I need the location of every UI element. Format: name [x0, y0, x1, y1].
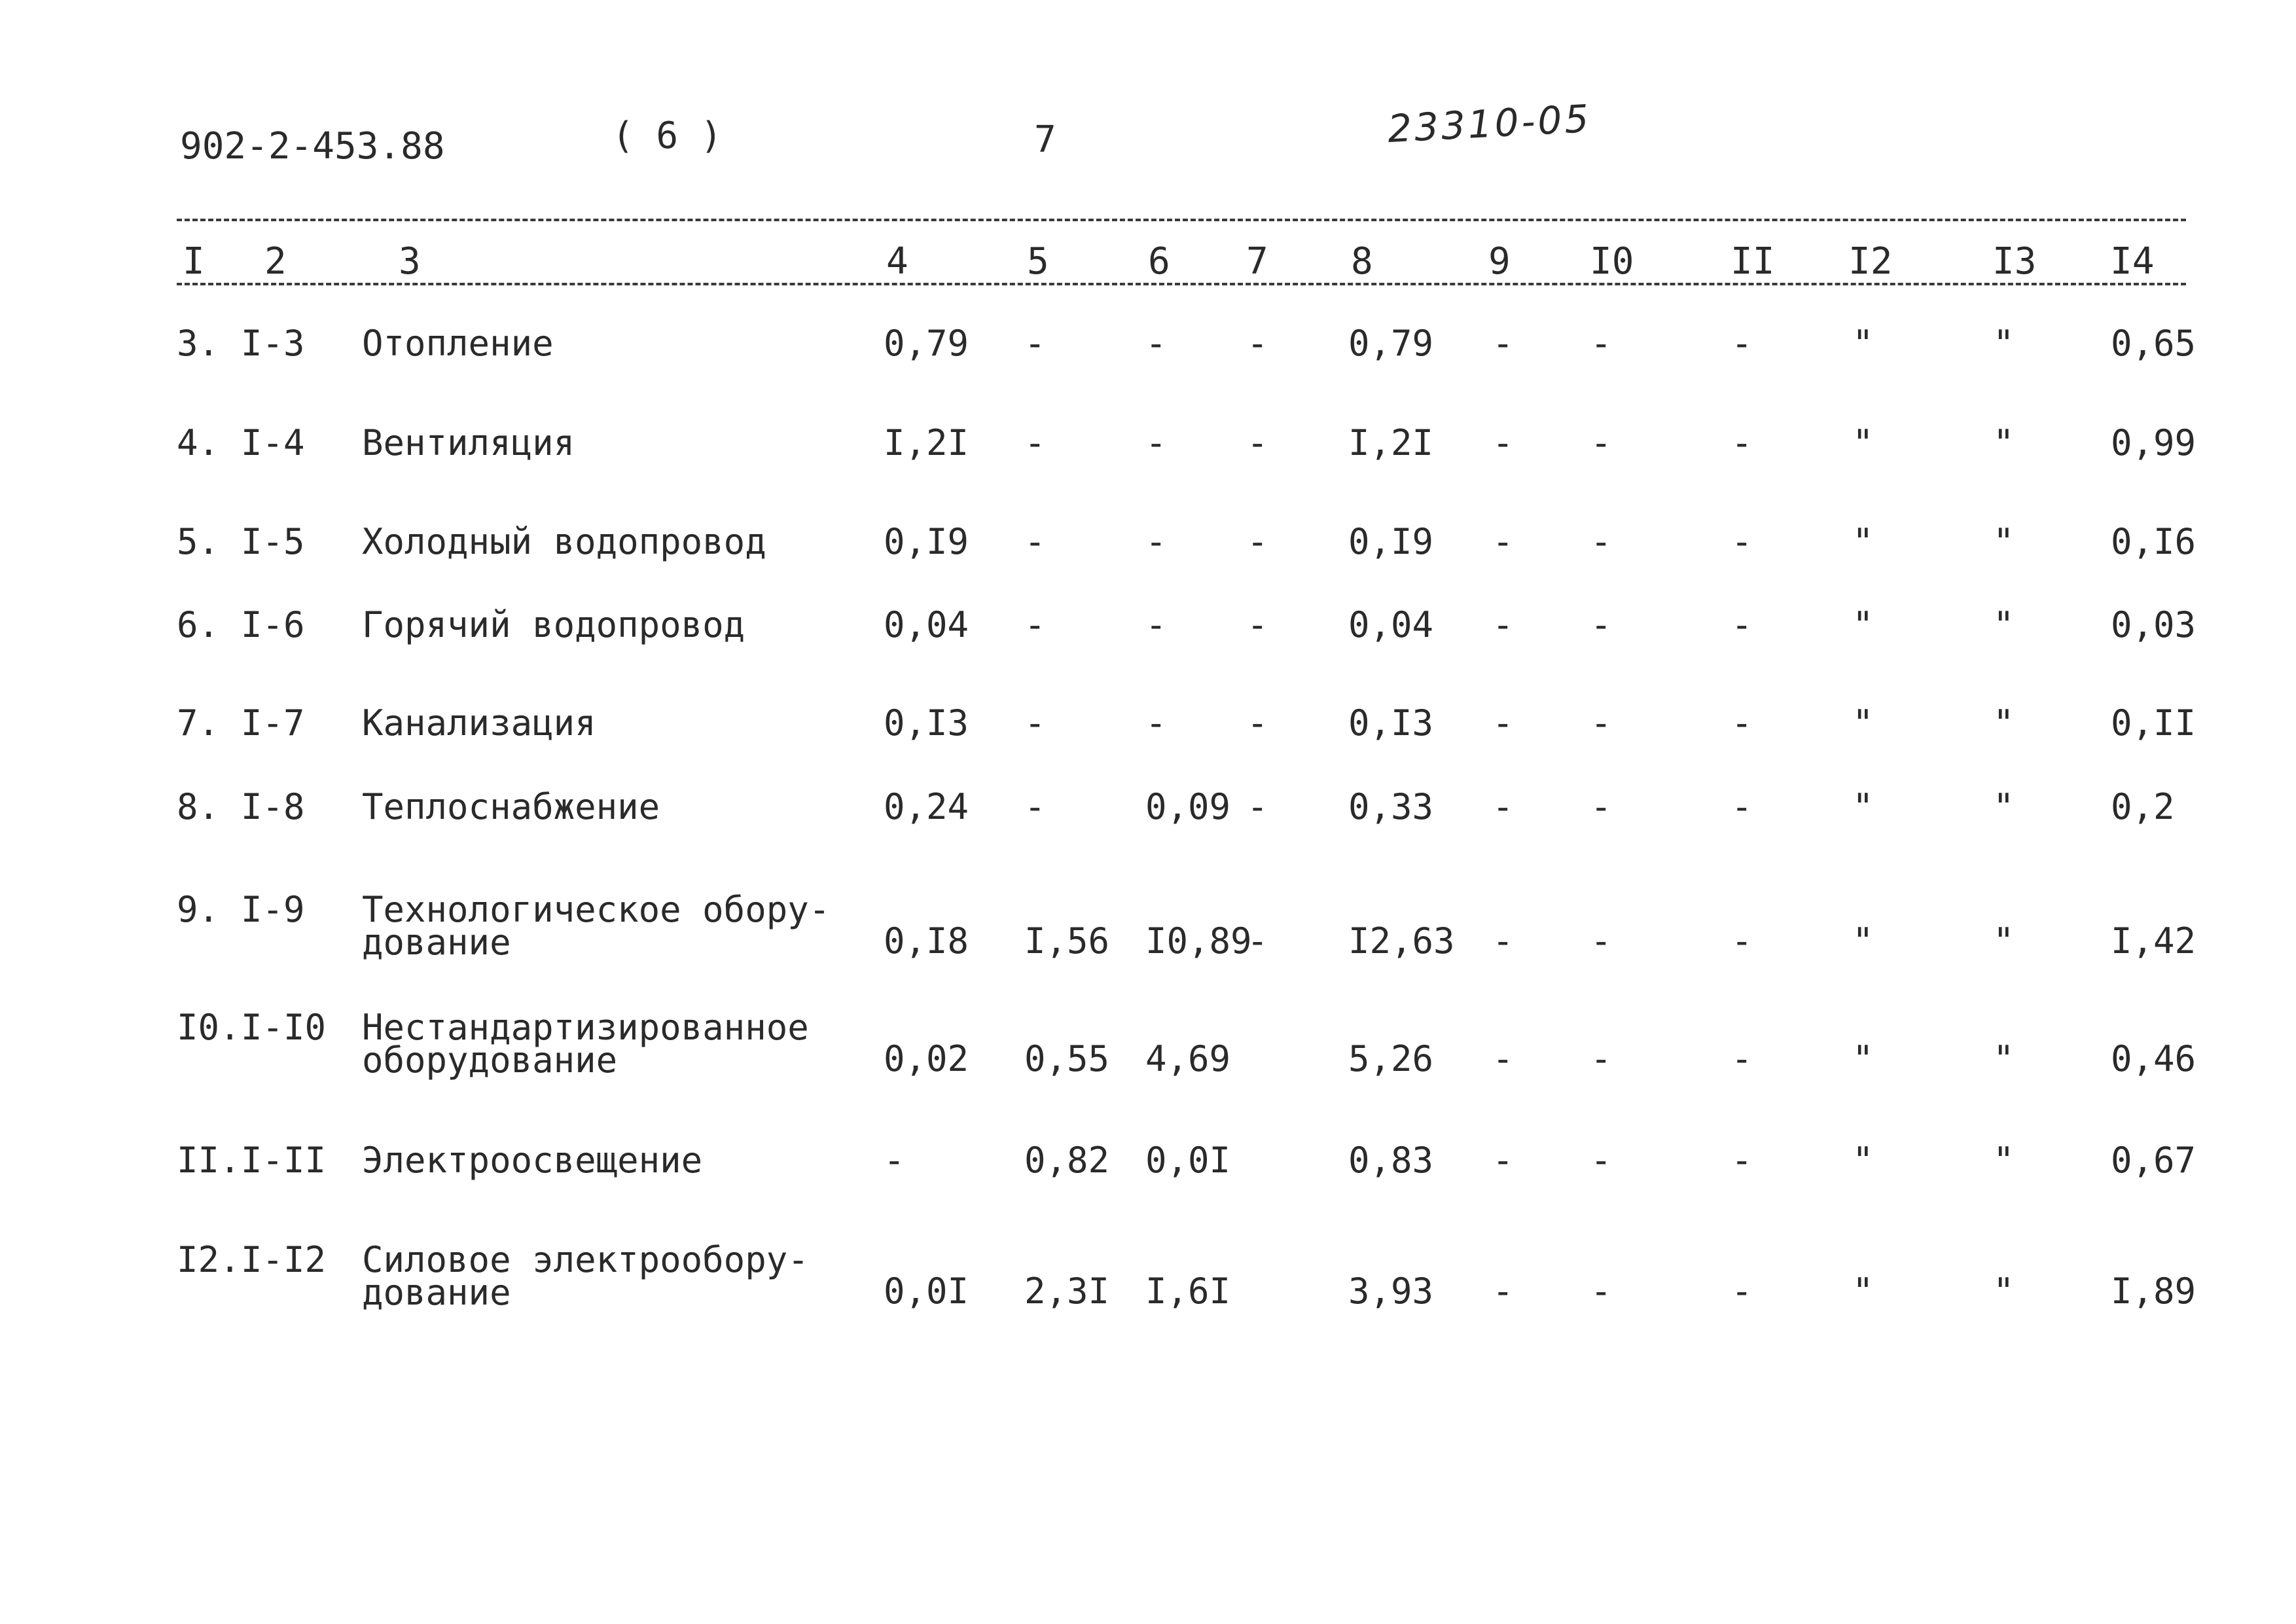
cell-col-9: -	[1492, 1271, 1514, 1312]
cell-col-9: -	[1492, 521, 1514, 562]
document-code: 902-2-453.88	[180, 125, 445, 168]
cell-col-10: -	[1590, 604, 1612, 645]
cell-col-4: 0,I3	[884, 702, 969, 744]
cell-col-13: "	[1993, 786, 2015, 827]
cell-col-6: 0,09	[1145, 786, 1231, 827]
row-code: I-6	[241, 604, 305, 645]
cell-col-5: -	[1024, 786, 1046, 827]
cell-col-14: 0,03	[2111, 604, 2197, 645]
cell-col-7: -	[1247, 920, 1268, 962]
column-number: 8	[1348, 244, 1376, 280]
cell-col-11: -	[1731, 920, 1753, 962]
cell-col-4: 0,79	[884, 323, 969, 364]
cell-col-6: -	[1145, 323, 1167, 364]
row-number: 4.	[177, 422, 220, 463]
row-code: I-I2	[241, 1239, 327, 1280]
row-name: Канализация	[362, 702, 596, 744]
cell-col-4: -	[884, 1140, 905, 1181]
cell-col-10: -	[1590, 1038, 1612, 1079]
row-name: Силовое электрообору-дование	[362, 1239, 809, 1313]
cell-col-8: 0,79	[1348, 323, 1434, 364]
cell-col-4: 0,02	[884, 1038, 969, 1079]
row-number: 5.	[177, 521, 220, 562]
cell-col-9: -	[1492, 920, 1514, 962]
cell-col-6: I,6I	[1145, 1271, 1231, 1312]
column-number: 2	[262, 244, 289, 280]
cell-col-6: 4,69	[1145, 1038, 1231, 1079]
row-name: Нестандартизированное оборудование	[362, 1007, 809, 1081]
row-name: Электроосвещение	[362, 1140, 703, 1181]
cell-col-8: 5,26	[1348, 1038, 1434, 1079]
cell-col-9: -	[1492, 1140, 1514, 1181]
cell-col-10: -	[1590, 521, 1612, 562]
column-number: 5	[1024, 244, 1052, 280]
row-code: I-4	[241, 422, 305, 463]
column-number: 9	[1486, 244, 1513, 280]
cell-col-8: I,2I	[1348, 422, 1434, 463]
cell-col-5: 0,55	[1024, 1038, 1110, 1079]
row-code: I-II	[241, 1140, 327, 1181]
column-number: 6	[1145, 244, 1173, 280]
cell-col-10: -	[1590, 1271, 1612, 1312]
cell-col-7: -	[1247, 323, 1268, 364]
cell-col-13: "	[1993, 323, 2015, 364]
cell-col-8: 0,04	[1348, 604, 1434, 645]
column-number: I4	[2108, 244, 2157, 280]
column-number: 4	[884, 244, 911, 280]
cell-col-6: -	[1145, 521, 1167, 562]
cell-col-12: "	[1852, 1271, 1874, 1312]
cell-col-11: -	[1731, 521, 1753, 562]
cell-col-4: 0,I9	[884, 521, 969, 562]
cell-col-11: -	[1731, 1038, 1753, 1079]
cell-col-7: -	[1247, 422, 1268, 463]
row-name: Холодный водопровод	[362, 521, 766, 562]
cell-col-14: I,42	[2111, 920, 2197, 962]
cell-col-9: -	[1492, 422, 1514, 463]
row-name: Технологическое обору-дование	[362, 889, 831, 963]
cell-col-5: -	[1024, 422, 1046, 463]
cell-col-6: I0,89	[1145, 920, 1252, 962]
row-code: I-9	[241, 889, 305, 930]
column-number: I2	[1846, 244, 1895, 280]
cell-col-10: -	[1590, 323, 1612, 364]
cell-col-12: "	[1852, 1038, 1874, 1079]
cell-col-9: -	[1492, 702, 1514, 744]
cell-col-4: 0,0I	[884, 1271, 969, 1312]
cell-col-9: -	[1492, 323, 1514, 364]
cell-col-12: "	[1852, 521, 1874, 562]
cell-col-13: "	[1993, 702, 2015, 744]
cell-col-8: 3,93	[1348, 1271, 1434, 1312]
cell-col-4: 0,24	[884, 786, 969, 827]
cell-col-6: 0,0I	[1145, 1140, 1231, 1181]
cell-col-7: -	[1247, 521, 1268, 562]
row-code: I-7	[241, 702, 305, 744]
row-number: 3.	[177, 323, 220, 364]
row-code: I-8	[241, 786, 305, 827]
cell-col-14: 0,99	[2111, 422, 2197, 463]
cell-col-14: 0,65	[2111, 323, 2197, 364]
cell-col-12: "	[1852, 920, 1874, 962]
cell-col-5: -	[1024, 323, 1046, 364]
cell-col-9: -	[1492, 1038, 1514, 1079]
cell-col-13: "	[1993, 521, 2015, 562]
cell-col-13: "	[1993, 1140, 2015, 1181]
column-number: I3	[1990, 244, 2039, 280]
header-dashed-line-bottom	[177, 283, 2186, 285]
cell-col-10: -	[1590, 786, 1612, 827]
cell-col-12: "	[1852, 604, 1874, 645]
row-number: 9.	[177, 889, 220, 930]
cell-col-11: -	[1731, 702, 1753, 744]
cell-col-10: -	[1590, 422, 1612, 463]
cell-col-8: 0,83	[1348, 1140, 1434, 1181]
cell-col-13: "	[1993, 422, 2015, 463]
row-number: I0.	[177, 1007, 241, 1048]
cell-col-5: -	[1024, 521, 1046, 562]
cell-col-14: 0,67	[2111, 1140, 2197, 1181]
cell-col-8: 0,33	[1348, 786, 1434, 827]
row-number: I2.	[177, 1239, 241, 1280]
cell-col-12: "	[1852, 422, 1874, 463]
cell-col-13: "	[1993, 920, 2015, 962]
cell-col-11: -	[1731, 604, 1753, 645]
row-name: Теплоснабжение	[362, 786, 660, 827]
cell-col-11: -	[1731, 786, 1753, 827]
row-name: Вентиляция	[362, 422, 575, 463]
cell-col-6: -	[1145, 422, 1167, 463]
cell-col-13: "	[1993, 1271, 2015, 1312]
cell-col-10: -	[1590, 702, 1612, 744]
cell-col-4: 0,I8	[884, 920, 969, 962]
row-number: 6.	[177, 604, 220, 645]
row-number: II.	[177, 1140, 241, 1181]
cell-col-6: -	[1145, 702, 1167, 744]
row-code: I-I0	[241, 1007, 327, 1048]
cell-col-11: -	[1731, 1140, 1753, 1181]
cell-col-12: "	[1852, 323, 1874, 364]
cell-col-5: -	[1024, 604, 1046, 645]
cell-col-9: -	[1492, 786, 1514, 827]
cell-col-4: 0,04	[884, 604, 969, 645]
cell-col-13: "	[1993, 1038, 2015, 1079]
column-number: 7	[1244, 244, 1271, 280]
cell-col-14: 0,2	[2111, 786, 2175, 827]
cell-col-8: I2,63	[1348, 920, 1455, 962]
cell-col-14: I,89	[2111, 1271, 2197, 1312]
row-number: 8.	[177, 786, 220, 827]
cell-col-10: -	[1590, 920, 1612, 962]
cell-col-13: "	[1993, 604, 2015, 645]
cell-col-7: -	[1247, 702, 1268, 744]
cell-col-6: -	[1145, 604, 1167, 645]
cell-col-9: -	[1492, 604, 1514, 645]
part-number: ( 6 )	[612, 115, 723, 157]
cell-col-5: I,56	[1024, 920, 1110, 962]
column-number: I	[180, 244, 207, 280]
row-name: Отопление	[362, 323, 554, 364]
cell-col-8: 0,I9	[1348, 521, 1434, 562]
cell-col-10: -	[1590, 1140, 1612, 1181]
page-number: 7	[1034, 118, 1056, 161]
cell-col-5: 0,82	[1024, 1140, 1110, 1181]
cell-col-12: "	[1852, 1140, 1874, 1181]
cell-col-7: -	[1247, 604, 1268, 645]
cell-col-7: -	[1247, 786, 1268, 827]
row-code: I-3	[241, 323, 305, 364]
column-number: 3	[396, 244, 423, 280]
column-number: I0	[1587, 244, 1636, 280]
cell-col-8: 0,I3	[1348, 702, 1434, 744]
header-dashed-line-top	[177, 219, 2186, 221]
cell-col-5: -	[1024, 702, 1046, 744]
row-name: Горячий водопровод	[362, 604, 745, 645]
column-number: II	[1728, 244, 1777, 280]
cell-col-11: -	[1731, 422, 1753, 463]
row-number: 7.	[177, 702, 220, 744]
cell-col-14: 0,I6	[2111, 521, 2197, 562]
row-code: I-5	[241, 521, 305, 562]
cell-col-11: -	[1731, 1271, 1753, 1312]
cell-col-4: I,2I	[884, 422, 969, 463]
cell-col-5: 2,3I	[1024, 1271, 1110, 1312]
cell-col-11: -	[1731, 323, 1753, 364]
cell-col-12: "	[1852, 786, 1874, 827]
handwritten-registration-number: 23310-05	[1386, 96, 1592, 152]
cell-col-14: 0,II	[2111, 702, 2197, 744]
cell-col-14: 0,46	[2111, 1038, 2197, 1079]
cell-col-12: "	[1852, 702, 1874, 744]
